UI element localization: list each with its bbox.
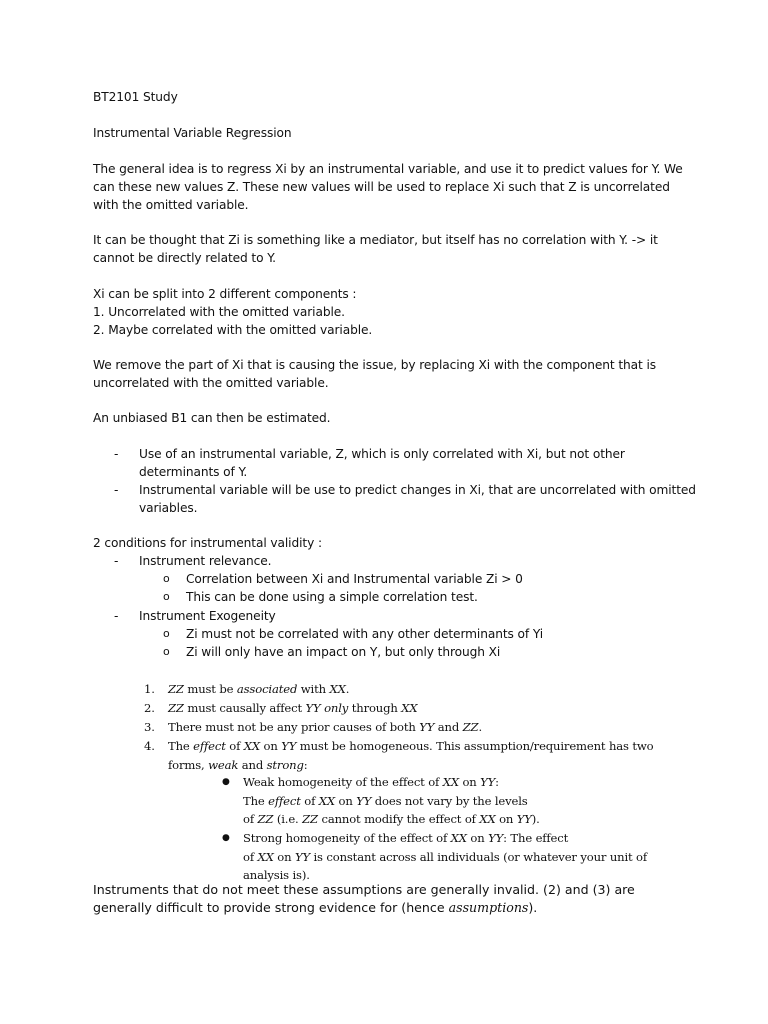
assumption-text: The effect of XX on YY must be homogeneous. This assumption/requirement has two forms, weak and strong: — [168, 739, 654, 772]
list-number: 3. — [144, 720, 155, 734]
list-item — [93, 625, 653, 643]
condition-label: Instrument relevance. — [139, 554, 272, 568]
circle-marker: o — [163, 627, 170, 640]
circle-marker: o — [163, 590, 170, 603]
component-item-2: 2. Maybe correlated with the omitted variable. — [93, 323, 373, 337]
assumption-text: ZZ must be associated with XX. — [168, 682, 350, 696]
list-number: 2. — [144, 701, 155, 715]
paragraph-unbiased: An unbiased B1 can then be estimated. — [93, 411, 331, 425]
closing-paragraph: Instruments that do not meet these assumptions are generally invalid. (2) and (3) are generally difficult to provide strong evidence for (hence assumptions). — [93, 882, 635, 915]
condition-exogeneity — [93, 607, 693, 625]
list-item-text: Zi will only have an impact on Y, but only through Xi — [186, 645, 501, 659]
components-intro: Xi can be split into 2 different components : — [93, 287, 357, 301]
list-item — [93, 643, 653, 661]
list-item-text: Zi must not be correlated with any other determinants of Yi — [186, 627, 544, 641]
list-item-text: Correlation between Xi and Instrumental variable Zi > 0 — [186, 572, 523, 586]
list-item — [93, 588, 653, 606]
list-item-text: This can be done using a simple correlation test. — [186, 590, 478, 604]
condition-label: Instrument Exogeneity — [139, 609, 276, 623]
list-number: 4. — [144, 739, 155, 753]
circle-marker: o — [163, 645, 170, 658]
paragraph-remove-part: We remove the part of Xi that is causing the issue, by replacing Xi with the component that is uncorrelated with the omitted variable. — [93, 358, 657, 390]
list-number: 1. — [144, 682, 155, 696]
dash-marker: - — [114, 609, 119, 623]
circle-marker: o — [163, 572, 170, 585]
paragraph-mediator: It can be thought that Zi is something like a mediator, but itself has no correlation with Y. -> it cannot be directly related to Y. — [93, 233, 658, 265]
conditions-intro: 2 conditions for instrumental validity : — [93, 536, 322, 550]
assumption-text: ZZ must causally affect YY only through XX — [168, 701, 418, 715]
assumption-text: There must not be any prior causes of both YY and ZZ. — [168, 720, 482, 734]
list-item-text: Use of an instrumental variable, Z, which is only correlated with Xi, but not other determinants of Y. — [139, 447, 625, 479]
document-heading: BT2101 Study — [93, 90, 178, 104]
condition-relevance — [93, 552, 693, 570]
section-title: Instrumental Variable Regression — [93, 126, 292, 140]
bullet-marker: ● — [222, 777, 230, 787]
dash-marker: - — [114, 483, 119, 497]
component-item-1: 1. Uncorrelated with the omitted variable. — [93, 305, 345, 319]
paragraph-general-idea: The general idea is to regress Xi by an instrumental variable, and use it to predict values for Y. We can these new values Z. These new values will be used to replace Xi such that Z is uncorrelated with the omitted variable. — [93, 162, 683, 212]
bullet-marker: ● — [222, 833, 230, 843]
list-item — [93, 570, 653, 588]
weak-homogeneity-text: Weak homogeneity of the effect of XX on YY: The effect of XX on YY does not vary by the levels of ZZ (i.e. ZZ cannot modify the effect of XX on YY). — [243, 775, 540, 826]
list-item — [93, 445, 693, 481]
dash-marker: - — [114, 447, 119, 461]
list-item-text: Instrumental variable will be use to predict changes in Xi, that are uncorrelated with omitted variables. — [139, 483, 696, 515]
dash-marker: - — [114, 554, 119, 568]
strong-homogeneity-text: Strong homogeneity of the effect of XX on YY: The effect of XX on YY is constant across all individuals (or whatever your unit of analysis is). — [243, 831, 648, 882]
list-item — [93, 481, 696, 517]
